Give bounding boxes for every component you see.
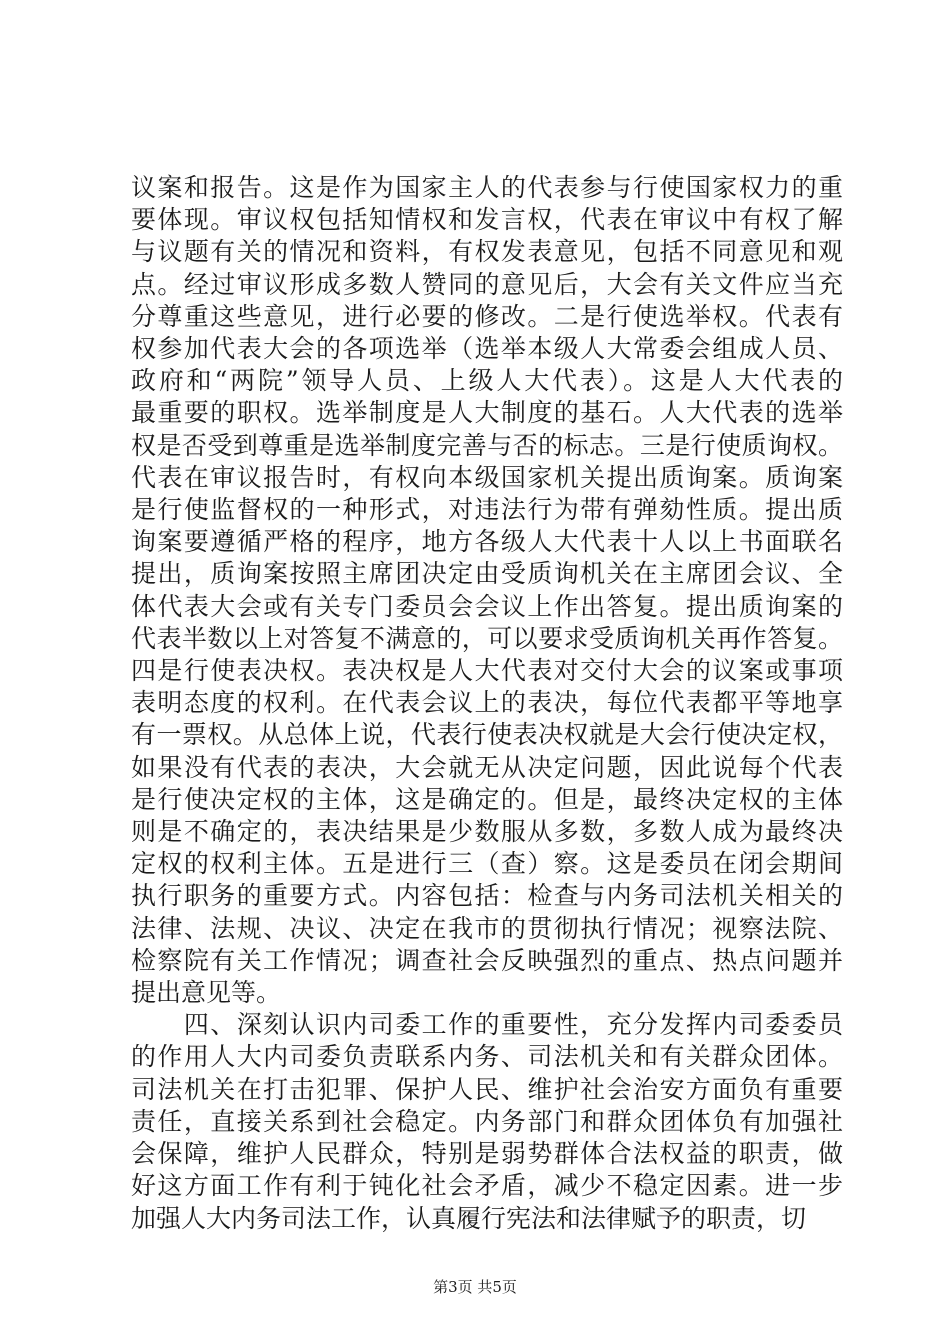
text-line: 分尊重这些意见，进行必要的修改。二是行使选举权。代表有	[131, 301, 843, 331]
text-line: 政府和“两院”领导人员、上级人大代表）。这是人大代表的	[131, 366, 843, 396]
text-line: 司法机关在打击犯罪、保护人民、维护社会治安方面负有重要	[131, 1074, 843, 1104]
text-line: 检察院有关工作情况；调查社会反映强烈的重点、热点问题并	[131, 945, 843, 975]
text-line: 议案和报告。这是作为国家主人的代表参与行使国家权力的重	[131, 173, 843, 202]
text-line: 询案要遵循严格的程序，地方各级人大代表十人以上书面联名	[131, 527, 843, 557]
text-line: 要体现。审议权包括知情权和发言权，代表在审议中有权了解	[131, 205, 843, 235]
text-line: 代表在审议报告时，有权向本级国家机关提出质询案。质询案	[131, 462, 843, 492]
text-line: 与议题有关的情况和资料，有权发表意见，包括不同意见和观	[131, 237, 843, 267]
text-line: 有一票权。从总体上说，代表行使表决权就是大会行使决定权，	[131, 720, 843, 750]
text-line: 提出，质询案按照主席团决定由受质询机关在主席团会议、全	[131, 559, 843, 589]
page-footer: 第3页 共5页	[433, 1278, 517, 1296]
text-line: 代表半数以上对答复不满意的，可以要求受质询机关再作答复。	[131, 623, 843, 653]
text-line: 的作用人大内司委负责联系内务、司法机关和有关群众团体。	[131, 1042, 843, 1072]
text-line: 提出意见等。	[131, 978, 282, 1008]
text-line: 责任，直接关系到社会稳定。内务部门和群众团体负有加强社	[131, 1106, 843, 1136]
text-line: 四、深刻认识内司委工作的重要性，充分发挥内司委委员	[131, 1010, 843, 1040]
text-line: 会保障，维护人民群众，特别是弱势群体合法权益的职责，做	[131, 1139, 843, 1169]
paragraph-rights	[131, 172, 843, 1009]
text-line: 如果没有代表的表决，大会就无从决定问题，因此说每个代表	[131, 752, 843, 782]
text-line: 是行使监督权的一种形式，对违法行为带有弹劾性质。提出质	[131, 495, 843, 525]
text-line: 法律、法规、决议、决定在我市的贯彻执行情况；视察法院、	[131, 913, 843, 943]
text-line: 定权的权利主体。五是进行三（查）察。这是委员在闭会期间	[131, 849, 843, 879]
text-line: 是行使决定权的主体，这是确定的。但是，最终决定权的主体	[131, 784, 843, 814]
text-line: 加强人大内务司法工作，认真履行宪法和法律赋予的职责，切	[131, 1203, 807, 1233]
text-line: 点。经过审议形成多数人赞同的意见后，大会有关文件应当充	[131, 269, 843, 299]
text-line: 权是否受到尊重是选举制度完善与否的标志。三是行使质询权。	[131, 430, 843, 460]
text-line: 体代表大会或有关专门委员会会议上作出答复。提出质询案的	[131, 591, 843, 621]
text-line: 表明态度的权利。在代表会议上的表决，每位代表都平等地享	[131, 688, 843, 718]
text-line: 好这方面工作有利于钝化社会矛盾，减少不稳定因素。进一步	[131, 1171, 843, 1201]
text-line: 最重要的职权。选举制度是人大制度的基石。人大代表的选举	[131, 398, 843, 428]
text-line: 权参加代表大会的各项选举（选举本级人大常委会组成人员、	[131, 334, 843, 364]
text-line: 执行职务的重要方式。内容包括：检查与内务司法机关相关的	[131, 881, 843, 911]
text-line: 四是行使表决权。表决权是人大代表对交付大会的议案或事项	[131, 656, 843, 686]
text-line: 则是不确定的，表决结果是少数服从多数，多数人成为最终决	[131, 817, 843, 847]
document-body	[131, 172, 843, 1235]
paragraph-section-four	[131, 1009, 843, 1234]
